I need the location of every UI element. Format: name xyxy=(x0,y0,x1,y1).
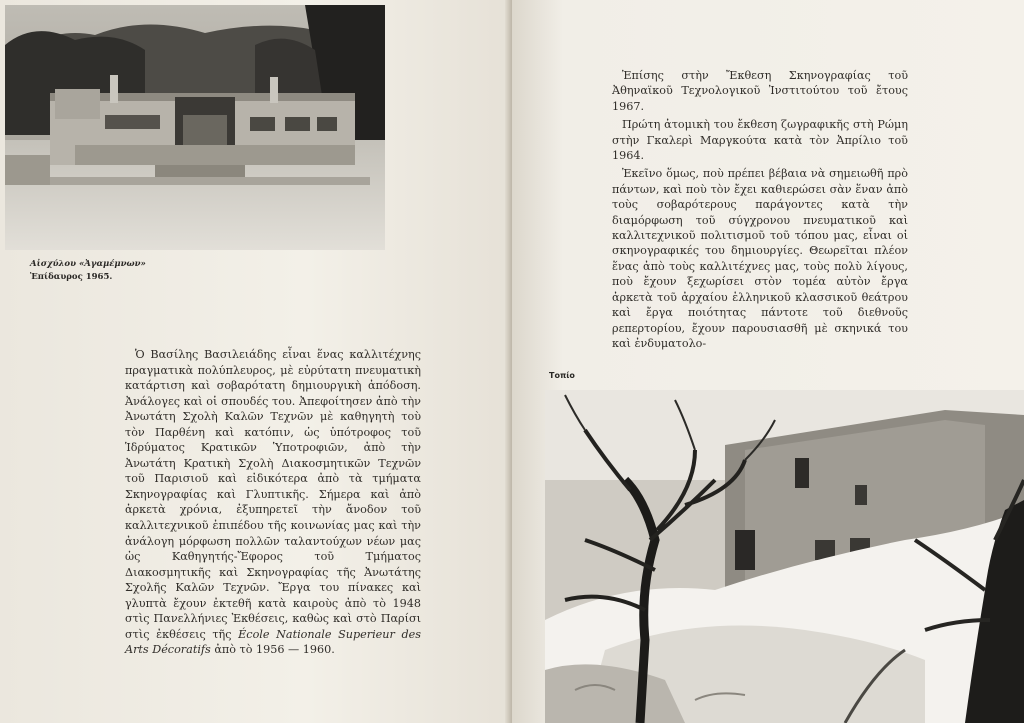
painting-caption: Τοπίο xyxy=(549,371,575,380)
paragraph-3: Ἐκεῖνο ὅμως, ποὺ πρέπει βέβαια νὰ σημειωθῆ πρὸ πάντων, καὶ ποὺ τὸν ἔχει καθιερώσει σὰν ἕναν ἀπὸ τοὺς σοβαρότερους παράγοντες κατὰ τὴν διαμόρφωση τοῦ σύγχρονου πνευματικοῦ καὶ καλλιτεχνικοῦ πολιτισμοῦ τοῦ τόπου μας, εἶναι οἱ σκηνογραφικές του δημιουργίες. Θεωρεῖται πλέον ἕνας ἀπὸ τοὺς καλλιτέχνες μας, τοὺς πολὺ λίγους, ποὺ ἔχουν ξεχωρίσει στὸν τομέα αὐτὸν ἔργα ἀρκετὰ τοῦ ἀρχαίου ἑλληνικοῦ κλασσικοῦ θεάτρου καὶ ἔργα ποιότητας πάντοτε τοῦ διεθνοῦς ρεπερτορίου, ἔχουν παρουσιασθῆ μὲ σκηνικά του καὶ ἐνδυματολο- xyxy=(612,167,908,350)
caption-subtitle: Ἐπίδαυρος 1965. xyxy=(30,272,113,282)
biography-paragraph xyxy=(125,347,421,658)
school-name: École Nationale Superieur des Arts Décoratifs xyxy=(125,627,422,657)
exhibitions-text xyxy=(612,68,908,354)
left-page xyxy=(0,0,510,723)
theatre-photo-icon xyxy=(5,5,385,250)
theatre-photo xyxy=(5,5,385,250)
paragraph-1: Ἐπίσης στὴν Ἔκθεση Σκηνογραφίας τοῦ Ἀθηναϊκοῦ Τεχνολογικοῦ Ἰνστιτούτου τοῦ ἔτους 1967. xyxy=(612,69,908,113)
paragraph-2: Πρώτη ἀτομικὴ του ἔκθεση ζωγραφικῆς στὴ Ρώμη στὴν Γκαλερὶ Μαργκούτα κατὰ τὸν Ἀπρίλιο τοῦ 1964. xyxy=(612,118,908,163)
biography-part-1: Ὁ Βασίλης Βασιλειάδης εἶναι ἕνας καλλιτέχνης πραγματικὰ πολύπλευρος, μὲ εὐρύτατη πνευματικὴ κατάρτιση καὶ σοβαρότατη δημιουργικὴ ἀπόδοση. Ἀνάλογες καὶ οἱ σπουδές του. Ἀπεφοίτησεν ἀπὸ τὴν Ἀνωτάτη Σχολὴ Καλῶν Τεχνῶν μὲ καθηγητὴ τοὺ τὸν Παρθένη καὶ κατόπιν, ὡς ὑπότροφος τοῦ Ἱδρύματος Κρατικῶν Ὑποτροφιῶν, ἀπὸ τὴν Ἀνωτάτη Κρατικὴ Σχολὴ Διακοσμητικῶν Τεχνῶν τοῦ Παρισιοῦ καὶ εἰδικότερα ἀπὸ τὰ τμήματα Σκηνογραφίας καὶ Γλυπτικῆς. Σήμερα καὶ ἀπὸ ἀρκετὰ χρόνια, ἐξυπηρετεῖ τὴν ἄνοδον τοῦ καλλιτεχνικοῦ ἐπιπέδου τῆς κοινωνίας μας καὶ τὴν ἀνάλογη μόρφωση πολλῶν ταλαντούχων νέων μας ὡς Καθηγητής-Ἔφορος τοῦ Τμήματος Διακοσμητικῆς καὶ Σκηνογραφίας τῆς Ἀνωτάτης Σχολῆς Καλῶν Τεχνῶν. Ἔργα του πίνακες καὶ γλυπτὰ ἔχουν ἐκτεθῆ κατὰ καιροὺς ἀπὸ τὸ 1948 στὶς Πανελλήνιες Ἐκθέσεις, καθὼς καὶ στὸ Παρίσι στὶς ἐκθέσεις τῆς xyxy=(125,348,421,641)
landscape-painting-icon xyxy=(545,390,1024,723)
landscape-painting xyxy=(545,390,1024,723)
biography-part-2: ἀπὸ τὸ 1956 — 1960. xyxy=(210,643,335,657)
photo-caption xyxy=(30,258,146,284)
caption-title: Αἰσχύλου «Ἀγαμέμνων» xyxy=(30,259,146,269)
biography-text xyxy=(125,347,421,658)
